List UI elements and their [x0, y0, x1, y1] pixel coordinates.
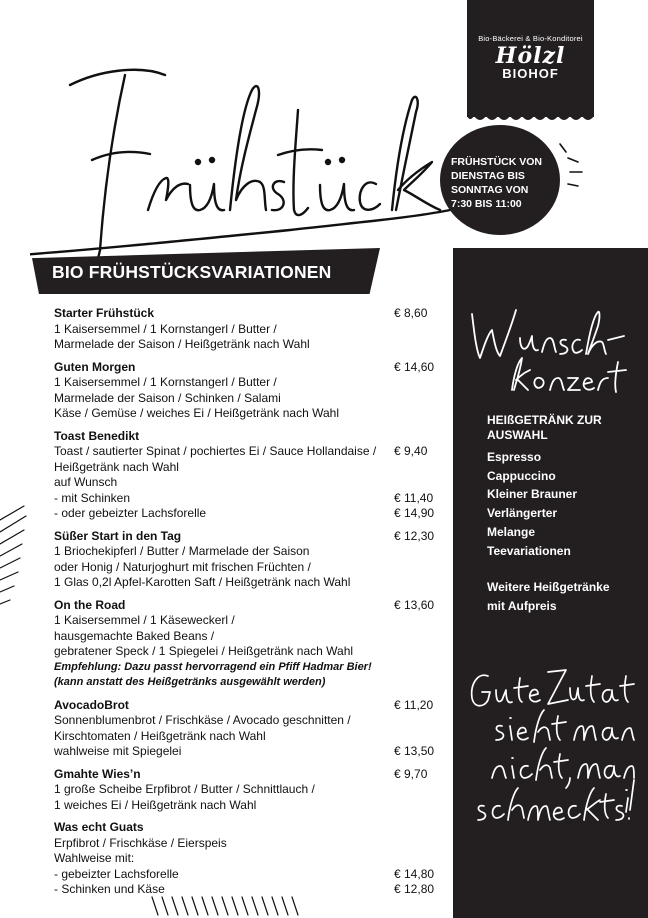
- menu-item-text: 1 weiches Ei / Heißgetränk nach Wahl: [54, 797, 257, 812]
- menu-item-price: [394, 660, 434, 676]
- menu-item-price: [394, 629, 434, 645]
- menu-item-text: Erpfibrot / Frischkäse / Eierspeis: [54, 835, 227, 850]
- menu-item-name-row: [54, 598, 434, 614]
- menu-item-line: [54, 560, 434, 576]
- menu-item-line: [54, 444, 434, 460]
- menu-item-line: [54, 744, 434, 760]
- menu-item-price: € 11,20: [394, 697, 434, 712]
- menu-item: [54, 529, 434, 591]
- opening-hours-line: 7:30 BIS 11:00: [451, 198, 522, 210]
- drink-item: Espresso: [487, 450, 542, 464]
- menu-item-name-row: [54, 529, 434, 545]
- menu-item-price: [394, 475, 434, 491]
- menu-item-line: [54, 506, 434, 522]
- menu-item-text: Empfehlung: Dazu passt hervorragend ein Pfiff Hadmar Bier!: [54, 660, 372, 673]
- menu-item-line: [54, 375, 434, 391]
- menu-item-line: [54, 337, 434, 353]
- menu-item-price: € 14,60: [394, 359, 435, 374]
- logo-scallop: [467, 112, 594, 124]
- menu-item-line: [54, 867, 434, 883]
- sparkle-lines: [540, 140, 585, 200]
- menu-item-text: gebratener Speck / 1 Spiegelei / Heißgetränk nach Wahl: [54, 644, 354, 658]
- menu-item-name: AvocadoBrot: [54, 697, 129, 712]
- opening-hours-line: DIENSTAG BIS: [451, 170, 525, 182]
- menu-item-price: [394, 729, 434, 745]
- menu-item-price: € 11,40: [394, 490, 434, 505]
- menu-item-line: [54, 322, 434, 338]
- menu-item: [54, 698, 434, 760]
- menu-item-text: 1 große Scheibe Erpfibrot / Butter / Schnittlauch /: [54, 782, 315, 796]
- logo-tagline: Bio-Bäckerei & Bio-Konditorei: [478, 34, 583, 43]
- menu-item-name: Was echt Guats: [54, 820, 144, 834]
- menu-item-price: [394, 836, 434, 852]
- menu-item-line: [54, 675, 434, 691]
- menu-item-name-row: [54, 698, 434, 714]
- menu-item-text: 1 Kaisersemmel / 1 Kornstangerl / Butter /: [54, 375, 277, 389]
- menu-item-line: [54, 391, 434, 407]
- menu-item-text: 1 Kaisersemmel / 1 Käseweckerl /: [54, 613, 235, 627]
- menu-item-text: Käse / Gemüse / weiches Ei / Heißgetränk nach Wahl: [54, 406, 340, 420]
- menu-item-name: On the Road: [54, 597, 126, 612]
- menu-item: [54, 429, 434, 522]
- menu-item-price: [394, 575, 434, 591]
- menu-item-price: [394, 675, 434, 691]
- menu-item-price: [394, 644, 434, 660]
- menu-item-line: [54, 629, 434, 645]
- menu-item-line: [54, 491, 434, 507]
- section-banner-title: BIO FRÜHSTÜCKSVARIATIONEN: [52, 262, 332, 282]
- menu-item-price: € 13,60: [394, 597, 435, 612]
- logo-name: Hölzl: [495, 43, 566, 69]
- menu-item-name: Toast Benedikt: [54, 428, 140, 443]
- bakery-logo: [467, 0, 594, 117]
- menu-item: [54, 360, 434, 422]
- menu-item-price: [394, 782, 434, 798]
- drinks-heading: HEIßGETRÄNK ZUR AUSWAHL: [487, 413, 602, 442]
- menu-item-name-row: [54, 767, 434, 783]
- menu-item-price: [394, 406, 434, 422]
- menu-item-price: [394, 798, 434, 814]
- menu-item-price: € 14,90: [394, 506, 435, 520]
- menu-item-price: € 13,50: [394, 744, 435, 758]
- menu-item-line: [54, 713, 434, 729]
- menu-item-name-row: [54, 820, 434, 836]
- menu-item-line: [54, 644, 434, 660]
- menu-item-text: Marmelade der Saison / Heißgetränk nach Wahl: [54, 337, 310, 351]
- menu-item-name: Süßer Start in den Tag: [54, 528, 182, 543]
- menu-item-price: [394, 375, 434, 391]
- menu-item-line: [54, 729, 434, 745]
- menu-item-text: (kann anstatt des Heißgetränks ausgewählt werden): [54, 676, 326, 688]
- menu-item-text: hausgemachte Baked Beans /: [54, 628, 215, 643]
- drink-item: Kleiner Brauner: [487, 487, 578, 502]
- opening-hours-line: FRÜHSTÜCK VON: [451, 156, 542, 168]
- menu-item-name: Starter Frühstück: [54, 306, 155, 320]
- menu-item-line: [54, 798, 434, 814]
- menu-item: [54, 820, 434, 898]
- opening-hours-line: SONNTAG VON: [451, 184, 529, 196]
- menu-item-line: [54, 406, 434, 422]
- menu-item-name-row: [54, 306, 434, 322]
- menu-item: [54, 306, 434, 353]
- menu-item-text: Marmelade der Saison / Schinken / Salami: [54, 390, 281, 405]
- wunschkonzert-script: [466, 300, 636, 400]
- more-drinks-line: mit Aufpreis: [487, 598, 557, 613]
- menu-item: [54, 598, 434, 691]
- menu-item-name: Gmahte Wies’n: [54, 766, 141, 781]
- menu-item-line: [54, 851, 434, 867]
- menu-item-name-row: [54, 429, 434, 445]
- menu-item-price: [394, 613, 434, 629]
- menu-item-text: - Schinken und Käse: [54, 882, 165, 896]
- menu-item-line: [54, 575, 434, 591]
- more-drinks-line: Weitere Heißgetränke: [487, 580, 610, 595]
- logo-subtitle: BIOHOF: [502, 66, 559, 81]
- menu-item-price: [394, 544, 434, 560]
- quote-script: [466, 660, 636, 830]
- menu-item-price: [394, 337, 434, 353]
- menu-item-price: [394, 851, 434, 867]
- menu-item-line: [54, 782, 434, 798]
- menu-item-text: 1 Glas 0,2l Apfel-Karotten Saft / Heißgetränk nach Wahl: [54, 575, 351, 589]
- drink-item: Verlängerter: [487, 506, 558, 521]
- menu-item-text: 1 Briochekipferl / Butter / Marmelade der Saison: [54, 544, 310, 558]
- hatch-decoration-bottom: [150, 895, 310, 918]
- menu-item-text: auf Wunsch: [54, 475, 118, 489]
- drinks-list: [487, 413, 637, 616]
- menu-item-text: - mit Schinken: [54, 490, 131, 505]
- drink-item: Teevariationen: [487, 543, 571, 558]
- menu-item-name: Guten Morgen: [54, 359, 136, 374]
- menu-item-price: € 14,80: [394, 866, 435, 881]
- menu-item-price: € 9,70: [394, 766, 428, 781]
- menu-item-price: € 12,80: [394, 882, 435, 896]
- menu-item-text: Wahlweise mit:: [54, 851, 135, 865]
- menu-item-text: - oder gebeizter Lachsforelle: [54, 506, 207, 520]
- drink-item: Melange: [487, 524, 536, 539]
- menu-item-line: [54, 475, 434, 491]
- menu-item-price: [394, 322, 434, 338]
- menu-item-price: € 9,40: [394, 444, 428, 458]
- menu-item-price: € 8,60: [394, 306, 428, 320]
- menu-list: [54, 306, 434, 905]
- menu-item-line: [54, 544, 434, 560]
- menu-item-text: Toast / sautierter Spinat / pochiertes Ei / Sauce Hollandaise /: [54, 444, 377, 458]
- menu-item-line: [54, 613, 434, 629]
- menu-item-price: [394, 713, 434, 729]
- menu-item-line: [54, 660, 434, 676]
- menu-item-text: - gebeizter Lachsforelle: [54, 866, 179, 881]
- menu-item-line: [54, 460, 434, 476]
- menu-item-text: Heißgetränk nach Wahl: [54, 459, 179, 474]
- menu-item-text: wahlweise mit Spiegelei: [54, 744, 182, 758]
- menu-item-text: 1 Kaisersemmel / 1 Kornstangerl / Butter /: [54, 321, 277, 336]
- menu-item-price: [394, 429, 434, 445]
- drink-item: Cappuccino: [487, 468, 556, 483]
- menu-item-price: € 12,30: [394, 528, 435, 543]
- menu-item-price: [394, 820, 434, 836]
- menu-item-text: Sonnenblumenbrot / Frischkäse / Avocado geschnitten /: [54, 713, 351, 727]
- menu-item: [54, 767, 434, 814]
- hatch-decoration: [0, 500, 40, 610]
- menu-item-price: [394, 560, 434, 576]
- more-drinks-note: [487, 578, 637, 615]
- menu-item-line: [54, 836, 434, 852]
- menu-item-name-row: [54, 360, 434, 376]
- menu-item-text: oder Honig / Naturjoghurt mit frischen Früchten /: [54, 559, 311, 574]
- menu-item-text: Kirschtomaten / Heißgetränk nach Wahl: [54, 728, 266, 743]
- menu-item-price: [394, 391, 434, 407]
- menu-item-price: [394, 460, 434, 476]
